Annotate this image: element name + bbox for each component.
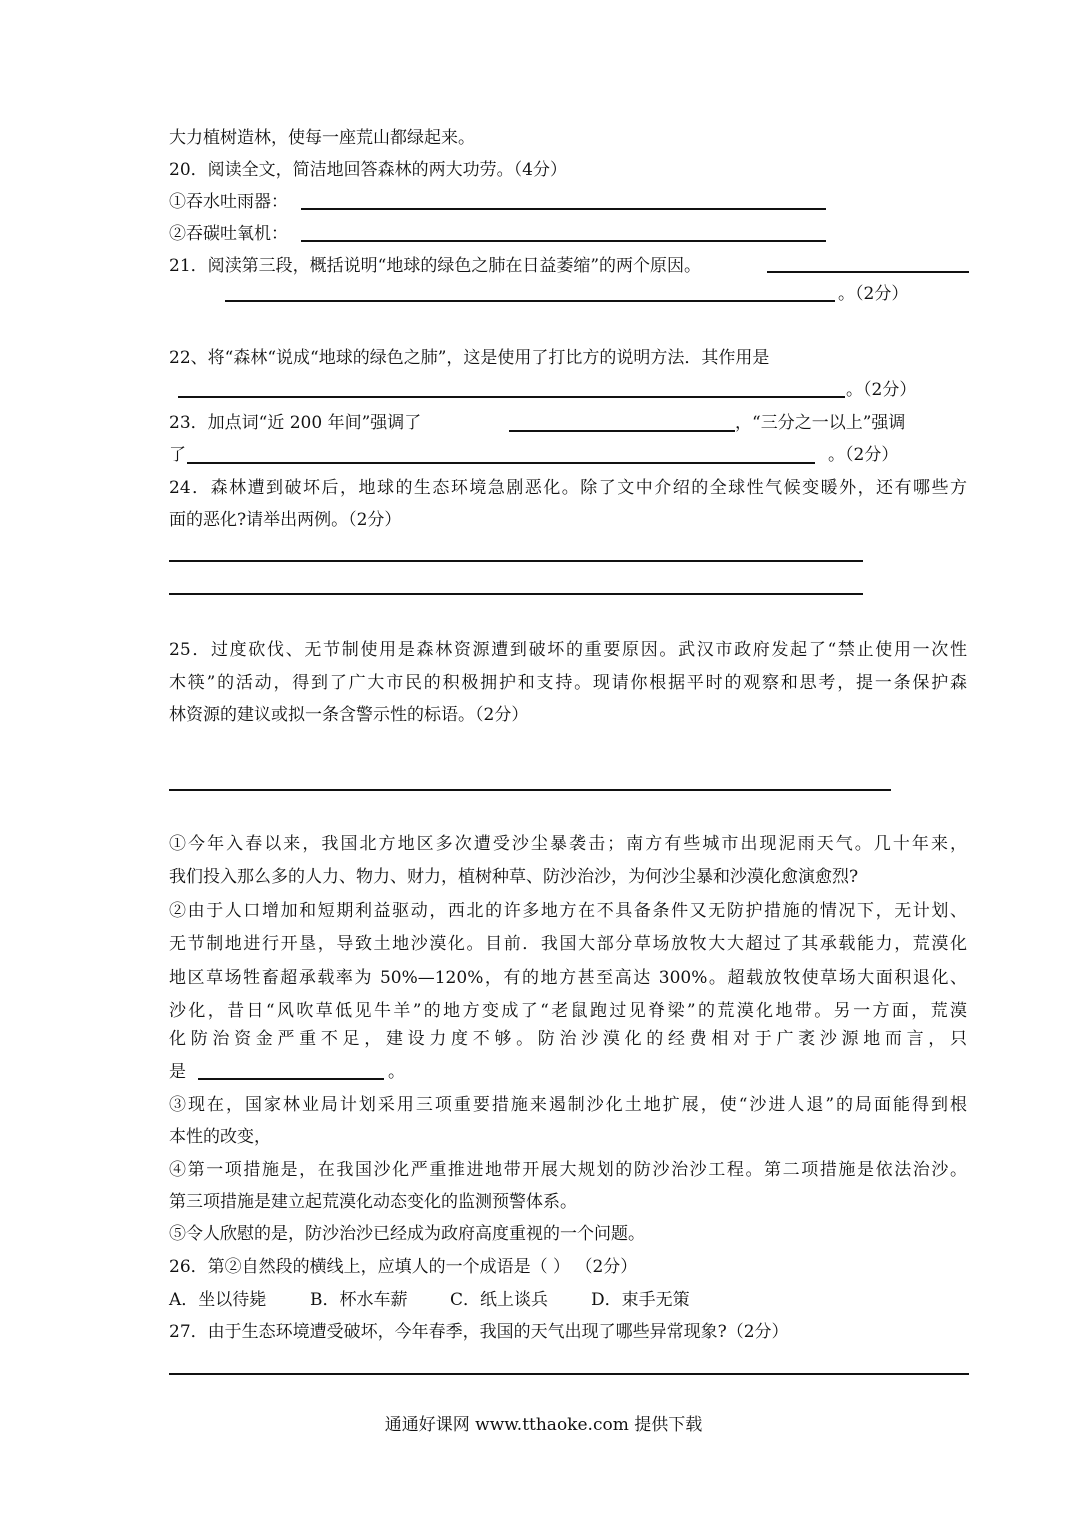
passage-para-2-end: [169, 1062, 186, 1082]
q23-part-1: 23．加点词“近 200 年间”强调了: [169, 413, 422, 433]
question-27: 27．由于生态环境遭受破坏，今年春季，我国的天气出现了哪些异常现象?（2分）: [169, 1322, 789, 1342]
passage-para-2-cont: 地区草场牲畜超承载率为 50%—120%，有的地方甚至高达 300%。超载放牧使草场大面积退化、: [169, 968, 967, 988]
answer-line: [225, 300, 835, 302]
option-b: B．杯水车薪: [310, 1290, 408, 1310]
q20-item-2: [169, 224, 288, 244]
q20-item-1: [169, 192, 288, 212]
answer-line: [169, 789, 891, 791]
q22-score: 。（2分）: [846, 380, 917, 400]
question-22: 22、将“森林“说成“地球的绿色之肺”，这是使用了打比方的说明方法．其作用是: [169, 348, 770, 368]
question-26: 26．第②自然段的横线上，应填人的一个成语是（ ） （2分）: [169, 1257, 638, 1277]
option-a: A．坐以待毙: [169, 1290, 267, 1310]
answer-line: [169, 560, 863, 562]
answer-line: [767, 271, 969, 273]
q20-item-1-label: ①吞水吐雨器：: [169, 192, 288, 212]
passage-para-2-cont: 沙化，昔日“风吹草低见牛羊”的地方变成了“老鼠跑过见脊梁”的荒漠化地带。另一方面，荒漠: [169, 1001, 967, 1021]
answer-line: [301, 240, 826, 242]
option-d: D．束手无策: [591, 1290, 690, 1310]
page-footer: 通通好课网 www.tthaoke.com 提供下载: [384, 1415, 703, 1435]
q23-cont: 了: [169, 445, 186, 465]
question-24-cont: 面的恶化?请举出两例。（2分）: [169, 510, 402, 530]
question-25-cont: 木筷”的活动，得到了广大市民的积极拥护和支持。现请你根据平时的观察和思考，提一条保护森: [169, 673, 967, 693]
passage-para-2: ②由于人口增加和短期利益驱动，西北的许多地方在不具备条件又无防护措施的情况下，无计划、: [169, 901, 967, 921]
passage-para-1-cont: 我们投入那么多的人力、物力、财力，植树种草、防沙治沙，为何沙尘暴和沙漠化愈演愈烈?: [169, 867, 859, 887]
answer-line: [178, 396, 845, 398]
q21-score: 。（2分）: [838, 284, 909, 304]
question-25-cont: 林资源的建议或拟一条含警示性的标语。（2分）: [169, 705, 529, 725]
q20-item-2-label: ②吞碳吐氧机：: [169, 224, 288, 244]
question-21: 21．阅渎第三段，概括说明“地球的绿色之肺在日益萎缩”的两个原因。: [169, 256, 702, 276]
q23-score: 。（2分）: [828, 445, 899, 465]
answer-line: [509, 430, 735, 432]
question-20: 20．阅读全文，简洁地回答森林的两大功劳。（4分）: [169, 160, 567, 180]
passage-para-1: ①今年入春以来，我国北方地区多次遭受沙尘暴袭击；南方有些城市出现泥雨天气。几十年来，: [169, 834, 967, 854]
passage-para-3-cont: 本性的改变，: [169, 1127, 271, 1147]
passage-para-2-cont: 化防治资金严重不足，建设力度不够。防治沙漠化的经费相对于广袤沙源地而言，只: [169, 1029, 967, 1049]
passage-para-2-cont: 无节制地进行开垦，导致土地沙漠化。目前．我国大部分草场放牧大大超过了其承载能力，荒漠化: [169, 934, 967, 954]
question-25: 25．过度砍伐、无节制使用是森林资源遭到破坏的重要原因。武汉市政府发起了“禁止使用一次性: [169, 640, 967, 660]
para-2-period: 。: [388, 1062, 405, 1082]
q23-part-2: ，“三分之一以上”强调: [735, 413, 906, 433]
answer-line: [187, 462, 815, 464]
option-c: C．纸上谈兵: [450, 1290, 549, 1310]
passage-para-5: ⑤令人欣慰的是，防沙治沙已经成为政府高度重视的一个问题。: [169, 1224, 645, 1244]
answer-line: [198, 1078, 384, 1080]
passage-para-4: ④第一项措施是，在我国沙化严重推进地带开展大规划的防沙治沙工程。第二项措施是依法治沙。: [169, 1160, 967, 1180]
text-line: 大力植树造林，使每一座荒山都绿起来。: [169, 128, 475, 148]
passage-para-4-cont: 第三项措施是建立起荒漠化动态变化的监测预警体系。: [169, 1192, 577, 1212]
answer-line: [169, 1373, 969, 1375]
passage-para-3: ③现在，国家林业局计划采用三项重要措施来遏制沙化土地扩展，使“沙进人退”的局面能得到根: [169, 1095, 967, 1115]
para-2-end-label: 是: [169, 1062, 186, 1082]
question-24: 24．森林遭到破坏后，地球的生态环境急剧恶化。除了文中介绍的全球性气候变暖外，还有哪些方: [169, 478, 967, 498]
answer-line: [169, 593, 863, 595]
answer-line: [301, 208, 826, 210]
